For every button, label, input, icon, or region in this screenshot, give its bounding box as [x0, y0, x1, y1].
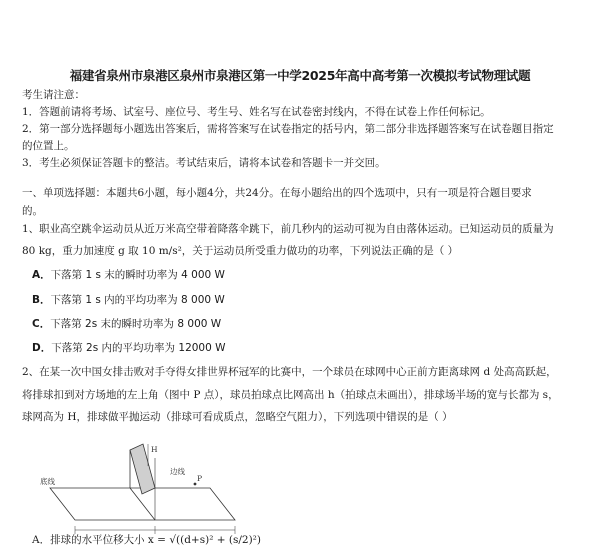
question-2-stem: 2、在某一次中国女排击败对手夺得女排世界杯冠军的比赛中，一个球员在球网中心正前方距离球网 d 处高高跃起， — [22, 366, 557, 378]
height-label: H — [151, 445, 158, 454]
question-1-stem: 80 kg，重力加速度 g 取 10 m/s²，关于运动员所受重力做功的功率，下列说法正确的是（ ） — [22, 245, 459, 257]
base-line-label: 底线 — [40, 477, 55, 486]
option-c — [32, 317, 221, 331]
notice-item: 2．第一部分选择题每小题选出答案后，需将答案写在试卷指定的括号内，第二部分非选择题答案写在试卷题目指定 — [22, 123, 554, 135]
option-text: 下落第 2s 末的瞬时功率为 8 000 W — [50, 318, 222, 330]
option-d — [32, 341, 226, 355]
option-key: B． — [32, 294, 51, 306]
edge-line-label: 边线 — [170, 467, 185, 476]
volleyball-court-diagram — [30, 438, 270, 538]
section-heading: 一、单项选择题：本题共6小题，每小题4分，共24分。在每小题给出的四个选项中，只有一项是符合题目要求 — [22, 187, 532, 199]
option-a — [32, 268, 225, 282]
question-2-stem: 球网高为 H，排球做平抛运动（排球可看成质点，忽略空气阻力），下列选项中错误的是（ ） — [22, 411, 453, 423]
option-b — [32, 293, 225, 307]
notice-item: 的位置上。 — [22, 140, 75, 152]
point-p-label: P — [197, 474, 203, 483]
exam-title: 福建省泉州市泉港区泉州市泉港区第一中学2025年高中高考第一次模拟考试物理试题 — [69, 68, 531, 83]
question-1-stem: 1、职业高空跳伞运动员从近万米高空带着降落伞跳下，前几秒内的运动可视为自由落体运动。已知运动员的质量为 — [22, 223, 554, 235]
notice-heading: 考生请注意： — [22, 89, 85, 101]
question-2-stem: 将排球扣到对方场地的左上角（图中 P 点），球员拍球点比网高出 h（拍球点未画出），排球场半场的宽与长都为 s， — [22, 389, 559, 401]
option-text: 下落第 2s 内的平均功率为 12000 W — [51, 342, 226, 354]
notice-item: 1．答题前请将考场、试室号、座位号、考生号、姓名写在试卷密封线内，不得在试卷上作任何标记。 — [22, 106, 491, 118]
option-text: 下落第 1 s 内的平均功率为 8 000 W — [50, 294, 225, 306]
section-heading-cont: 的。 — [22, 205, 43, 217]
option-text: 下落第 1 s 末的瞬时功率为 4 000 W — [50, 269, 225, 281]
notice-item: 3．考生必须保证答题卡的整洁。考试结束后，请将本试卷和答题卡一并交回。 — [22, 157, 386, 169]
point-p — [194, 483, 197, 486]
option-key: C． — [32, 318, 51, 330]
option-key: D． — [32, 342, 52, 354]
option-key: A． — [32, 269, 51, 281]
question-2-option-a: A．排球的水平位移大小 x = √((d+s)² + (s/2)²) — [32, 534, 261, 546]
